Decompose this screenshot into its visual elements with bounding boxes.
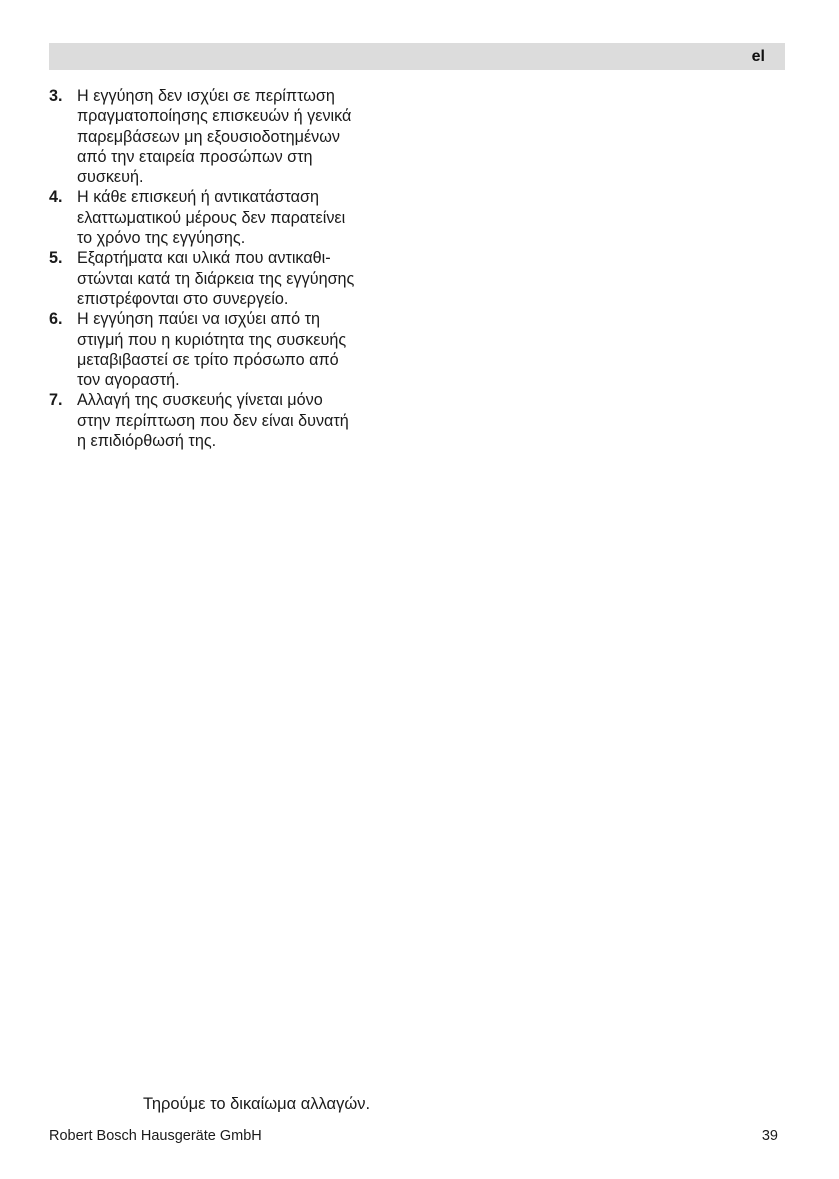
item-number: 7. bbox=[49, 391, 63, 410]
list-item bbox=[49, 309, 409, 390]
warranty-terms-list bbox=[49, 86, 409, 451]
rights-reserved-note: Τηρούμε το δικαίωμα αλλαγών. bbox=[143, 1095, 371, 1113]
item-text: Η κάθε επισκευή ή αντικατάσταση ελαττωματικού μέρους δεν παρατείνει το χρόνο της εγγύησης. bbox=[77, 188, 346, 248]
list-item bbox=[49, 86, 409, 187]
language-code: el bbox=[751, 48, 765, 65]
item-text: Η εγγύηση δεν ισχύει σε περίπτωση πραγματοποίησης επισκευών ή γενικά παρεμβάσεων μη εξουσιοδοτημένων από την εταιρεία προσώπων στη συσκευή. bbox=[77, 87, 352, 187]
list-item bbox=[49, 248, 409, 309]
item-text: Αλλαγή της συσκευής γίνεται μόνο στην περίπτωση που δεν είναι δυνατή η επιδιόρθωσή της. bbox=[77, 391, 349, 451]
item-text: Εξαρτήματα και υλικά που αντικαθι- στώνται κατά τη διάρκεια της εγγύησης επιστρέφονται στο συνεργείο. bbox=[77, 249, 355, 308]
list-item bbox=[49, 390, 409, 451]
list-item bbox=[49, 187, 409, 248]
footer-page-number: 39 bbox=[761, 1128, 778, 1144]
item-text: Η εγγύηση παύει να ισχύει από τη στιγμή που η κυριότητα της συσκευής μεταβιβαστεί σε τρίτο πρόσωπο από τον αγοραστή. bbox=[77, 310, 347, 390]
item-number: 4. bbox=[49, 188, 63, 207]
item-number: 5. bbox=[49, 249, 63, 268]
item-number: 3. bbox=[49, 87, 63, 105]
item-number: 6. bbox=[49, 310, 63, 329]
language-header-bar bbox=[49, 43, 785, 70]
footer-company-name: Robert Bosch Hausgeräte GmbH bbox=[49, 1128, 262, 1144]
